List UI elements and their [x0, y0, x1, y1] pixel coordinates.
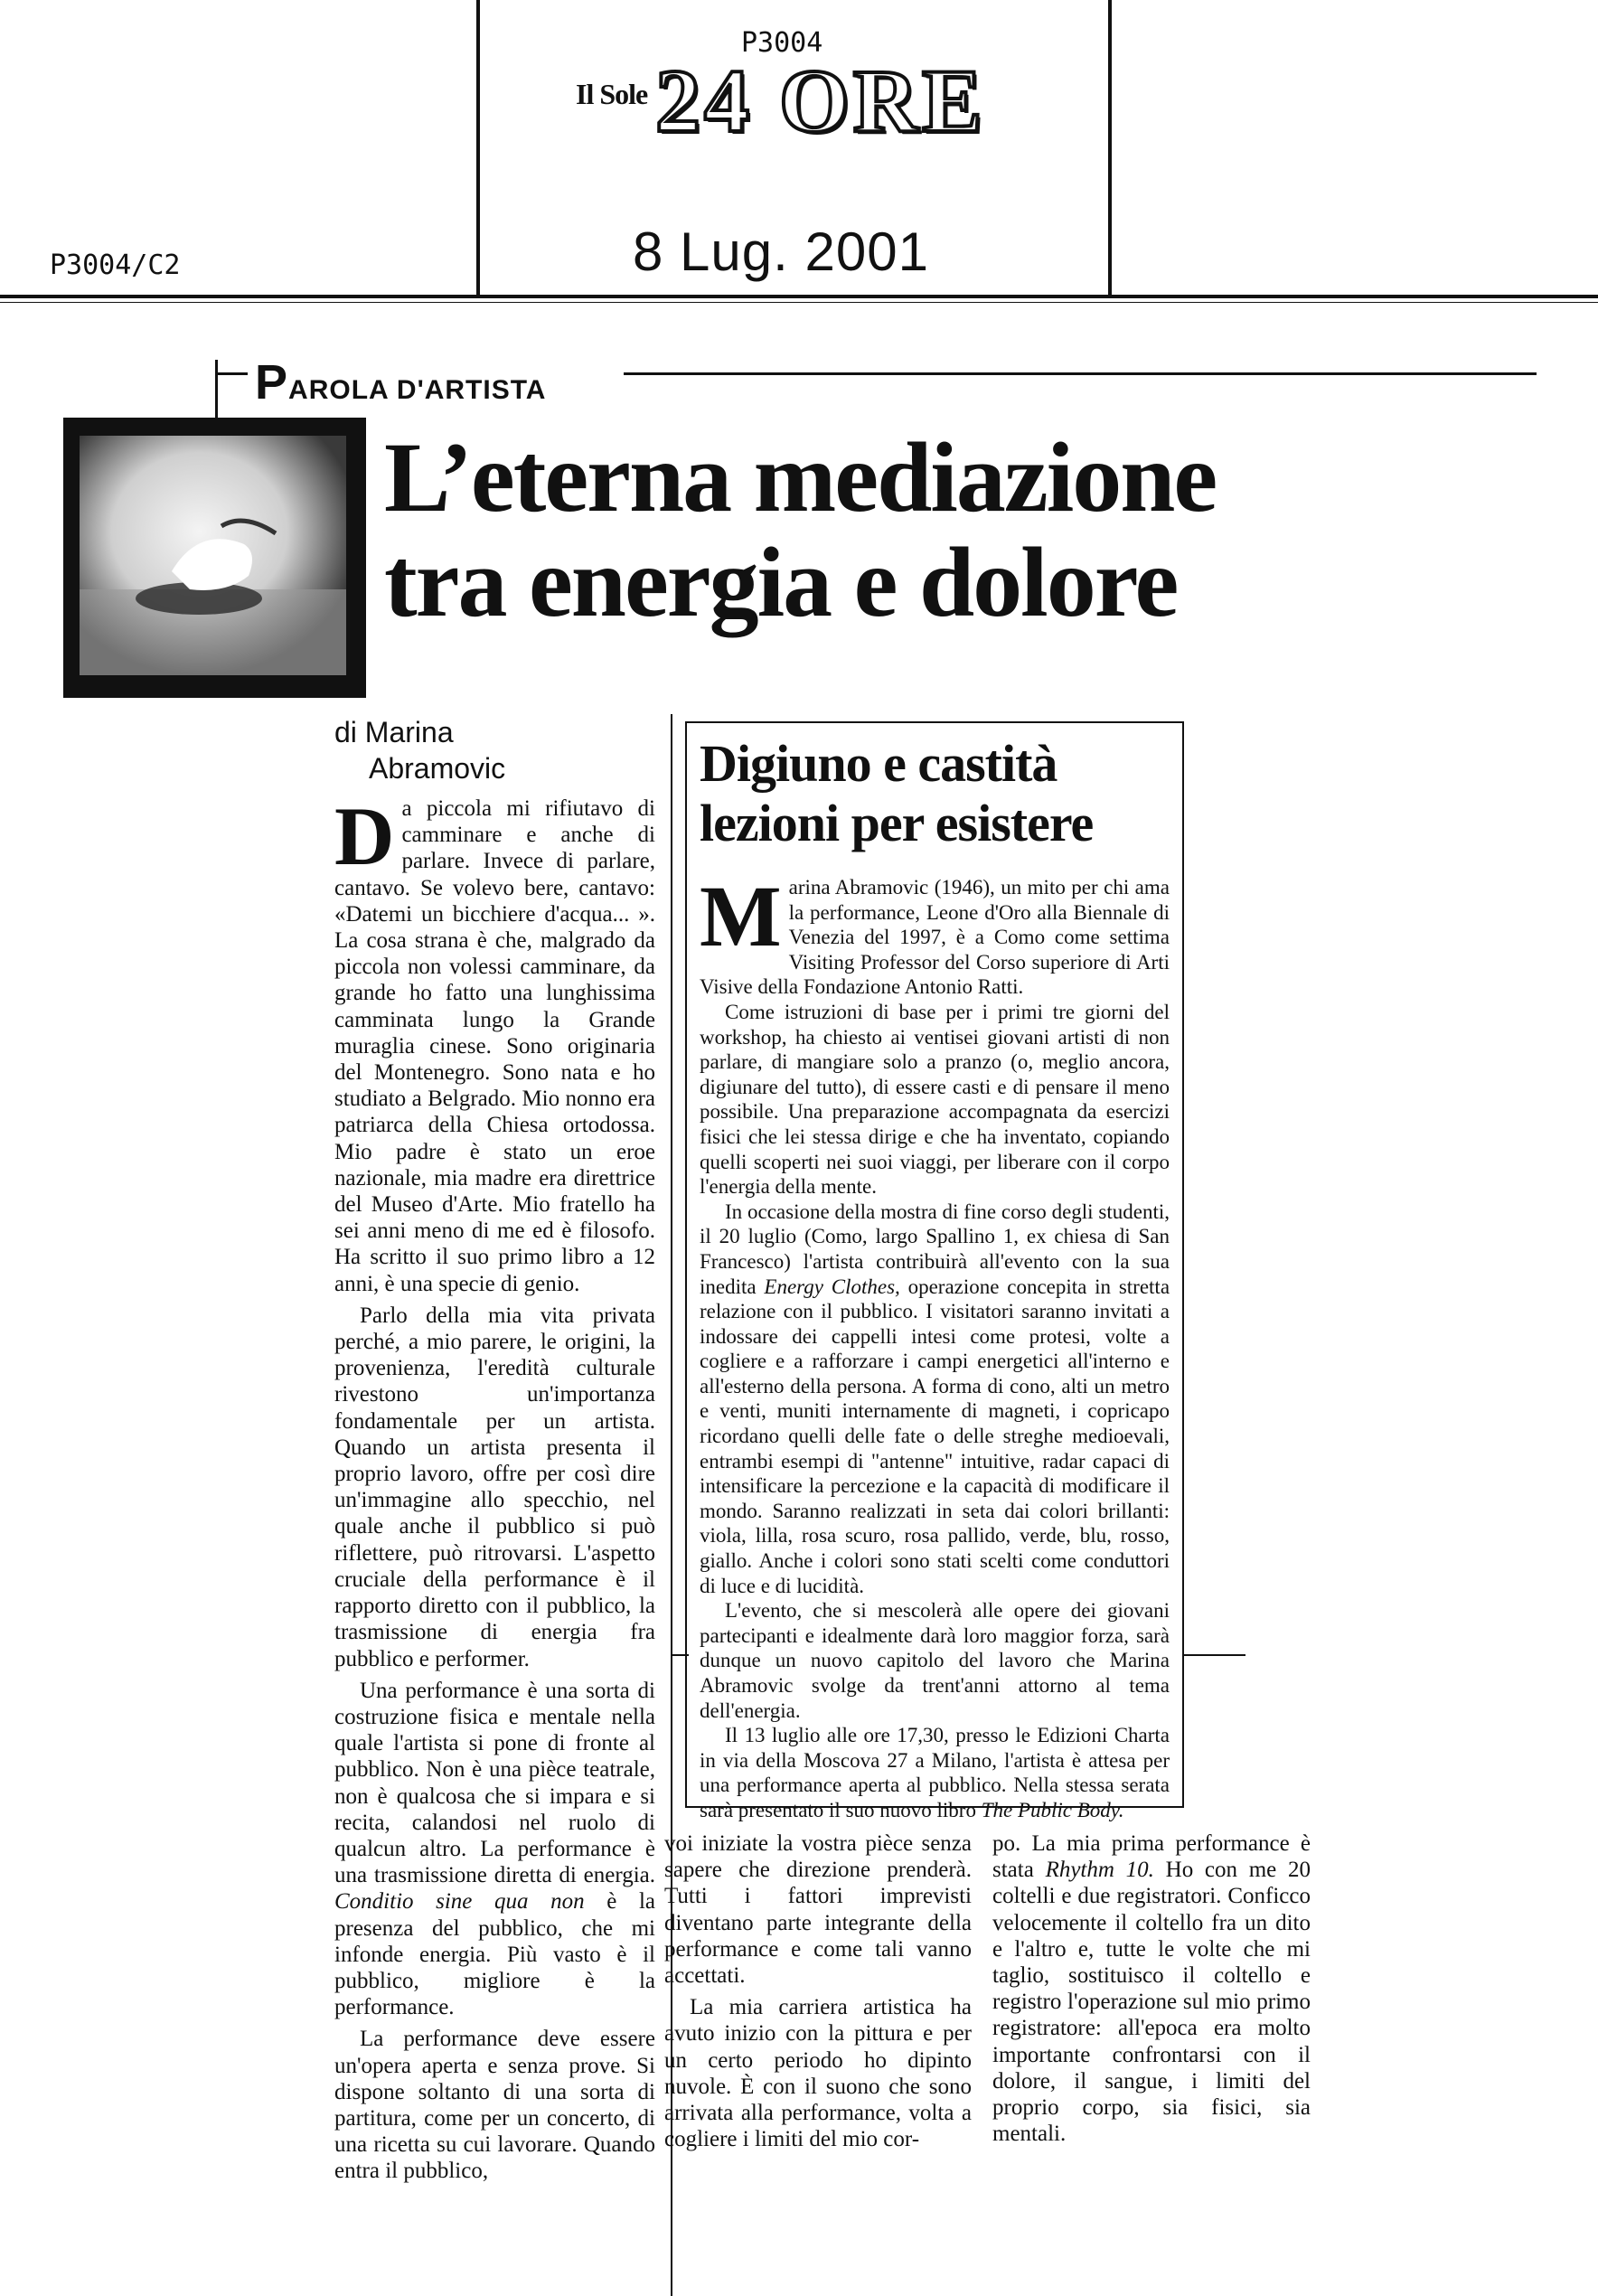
sidebar-title [700, 734, 1170, 853]
article-dropcap: D [334, 790, 395, 882]
sidebar-paragraph-5 [700, 1723, 1170, 1822]
sidebar-title-line-1: Digiuno e castità [700, 734, 1058, 793]
sidebar-paragraph-1-text: arina Abramovic (1946), un mito per chi ama la performance, Leone d'Oro alla Biennale di Venezia del 1997, è a Como come settima Visiting Professor del Corso superiore di Arti Visive della Fondazione Antonio Ratti. [700, 876, 1170, 999]
sidebar-paragraph-1 [700, 868, 1170, 1000]
section-rule [624, 372, 1537, 375]
header-bottom-rule-thin [0, 302, 1598, 303]
headline-line-1: L’eterna mediazione [384, 422, 1217, 532]
article-paragraph-5: voi iniziate la vostra pièce senza sapere che direzione prenderà. Tutti i fattori imprevisti diventano parte integrante della performance e come tali vanno accettati. [664, 1831, 972, 1989]
sidebar-dropcap: M [700, 868, 782, 965]
header-vertical-rule-left [476, 0, 480, 296]
byline-line-1: di Marina [334, 716, 454, 748]
article-paragraph-1-text: a piccola mi rifiutavo di camminare e anche di parlare. Invece di parlare, cantavo. Se volevo bere, cantavo: «Datemi un bicchiere d'acqua... ». La cosa strana è che, malgrado da piccola non volessi camminare, da grande ho fatto una lunghissima camminata lungo la Grande muraglia cinese. Sono originaria del Montenegro. Sono nata e ho studiato a Belgrado. Mio nonno era patriarca della Chiesa ortodossa. Mio padre è stato un eroe nazionale, mia madre era direttrice del Museo d'Arte. Mio fratello ha sei anni meno di me ed è filosofo. Ha scritto il suo primo libro a 12 anni, è una specie di genio. [334, 796, 655, 1296]
section-label-rest: AROLA D'ARTISTA [288, 375, 547, 405]
article-paragraph-7-italic: Rhythm 10. [1045, 1858, 1154, 1883]
byline [334, 714, 505, 786]
performance-photo [63, 418, 366, 698]
article-paragraph-1 [334, 790, 655, 1297]
sidebar-paragraph-3-text-a: In occasione della mostra di fine corso degli studenti, il 20 luglio (Como, largo Spallino 1, ex chiesa di San Francesco) l'artista contribuirà all'evento con la sua inedita [700, 1200, 1170, 1298]
document-code-left: P3004/C2 [50, 249, 181, 281]
article-column-2 [664, 1830, 972, 2152]
sidebar-title-line-2: lezioni per esistere [700, 794, 1094, 852]
article-paragraph-7-text-a: po. La mia prima performance è stata [992, 1831, 1311, 1883]
section-marker-horizontal [215, 372, 248, 375]
article-paragraph-6: La mia carriera artistica ha avuto inizio con la pittura e per un certo periodo ho dipinto nuvole. È con il suono che sono arrivata alla performance, volta a cogliere i limiti del mio cor- [664, 1995, 972, 2152]
sidebar-box-tick-right [1182, 1654, 1246, 1656]
byline-line-2: Abramovic [369, 752, 506, 785]
article-paragraph-3-italic: Conditio sine qua non [334, 1889, 585, 1915]
article-column-1 [334, 790, 656, 2185]
article-column-3 [992, 1830, 1311, 2147]
section-label-initial: P [255, 355, 289, 409]
performance-photo-image [63, 418, 366, 698]
headline [384, 422, 1217, 637]
sidebar-paragraph-3-italic: Energy Clothes, [764, 1275, 900, 1298]
sidebar-box-tick-left [671, 1654, 689, 1656]
sidebar-body [700, 868, 1170, 1823]
headline-line-2: tra energia e dolore [384, 527, 1178, 637]
article-paragraph-2: Parlo della mia vita privata perché, a mio parere, le origini, la provenienza, l'eredità culturale rivestono un'importanza fondamentale per un artista. Quando un artista presenta il proprio lavoro, offre per così dire un'immagine allo specchio, nel quale anche il pubblico si può riflettere, può ritrovarsi. L'aspetto cruciale della performance è il rapporto diretto con il pubblico, la trasmissione di energia fra pubblico e performer. [334, 1303, 655, 1671]
document-code-top: P3004 [741, 27, 823, 59]
logo-il-sole: Il Sole [576, 78, 648, 110]
section-label [255, 354, 546, 410]
sidebar-paragraph-4: L'evento, che si mescolerà alle opere dei giovani partecipanti e idealmente darà loro maggior forza, sarà dunque un nuovo capitolo del lavoro che Marina Abramovic svolge da trent'anni attorno al tema dell'energia. [700, 1599, 1170, 1722]
sidebar-paragraph-3 [700, 1200, 1170, 1599]
publication-date: 8 Lug. 2001 [633, 221, 929, 282]
sidebar-paragraph-3-text-b: operazione concepita in stretta relazione con il pubblico. I visitatori saranno invitati a indossare dei cappelli intesi come protesi, volte a cogliere e a rafforzare i campi energetici all'interno e all'esterno della persona. A forma di cono, alti un metro e venti, muniti internamente di magneti, i copricapo ricordano quelli delle fate o delle streghe medioevali, entrambi esempi di "antenne" intuitive, radar capaci di intensificare la percezione e la capacità di modificare il mondo. Saranno realizzati in seta dai colori brillanti: viola, lilla, rosa scuro, rosa pallido, verde, blu, rosso, giallo. Anche i colori sono stati scelti come conduttori di luce e di lucidità. [700, 1275, 1170, 1597]
section-marker-vertical [215, 360, 218, 425]
header-bottom-rule [0, 295, 1598, 298]
sidebar-paragraph-5-text-a: Il 13 luglio alle ore 17,30, presso le Edizioni Charta in via della Moscova 27 a Milano, l'artista è attesa per una performance aperta al pubblico. Nella stessa serata sarà presentato il suo nuovo libro [700, 1724, 1170, 1821]
article-paragraph-3 [334, 1678, 655, 2021]
article-paragraph-7-text-b: Ho con me 20 coltelli e due registratori. Conficco velocemente il coltello fra un dito e l'altro e, tutte le volte che mi taglio, sostituisco il coltello e registro l'operazione sul mio primo registratore: all'epoca era molto importante confrontarsi con il dolore, il sangue, i limiti del proprio corpo, sia fisici, sia mentali. [992, 1858, 1311, 2147]
header-vertical-rule-right [1108, 0, 1112, 296]
sidebar-paragraph-2: Come istruzioni di base per i primi tre giorni del workshop, ha chiesto ai ventisei giovani artisti di non parlare, di mangiare solo a pranzo (o, meglio ancora, digiunare del tutto), di essere casti e di pensare il meno possibile. Una preparazione accompagnata da esercizi fisici che lei stessa dirige e che ha inventato, copiando quelli scoperti nei suoi viaggi, per liberare con il corpo l'energia della mente. [700, 1000, 1170, 1199]
article-paragraph-3-text-a: Una performance è una sorta di costruzione fisica e mentale nella quale l'artista si pone di fronte al pubblico. Non è una pièce teatrale, non è qualcosa che si impara e si recita, calandosi nel ruolo di qualcun altro. La performance è una trasmissione diretta di energia. [334, 1678, 655, 1888]
sidebar-paragraph-5-italic: The Public Body. [981, 1798, 1124, 1821]
article-paragraph-4: La performance deve essere un'opera aperta e senza prove. Si dispone soltanto di una sorta di partitura, come per un concerto, di una ricetta su cui lavorare. Quando entra il pubblico, [334, 2027, 655, 2184]
article-paragraph-7 [992, 1830, 1311, 2147]
article-paragraph-3-text-b: è la presenza del pubblico, che mi infonde energia. Più vasto è il pubblico, migliore è la performance. [334, 1889, 656, 2020]
logo-24-ore: 24 ORE [655, 51, 986, 151]
